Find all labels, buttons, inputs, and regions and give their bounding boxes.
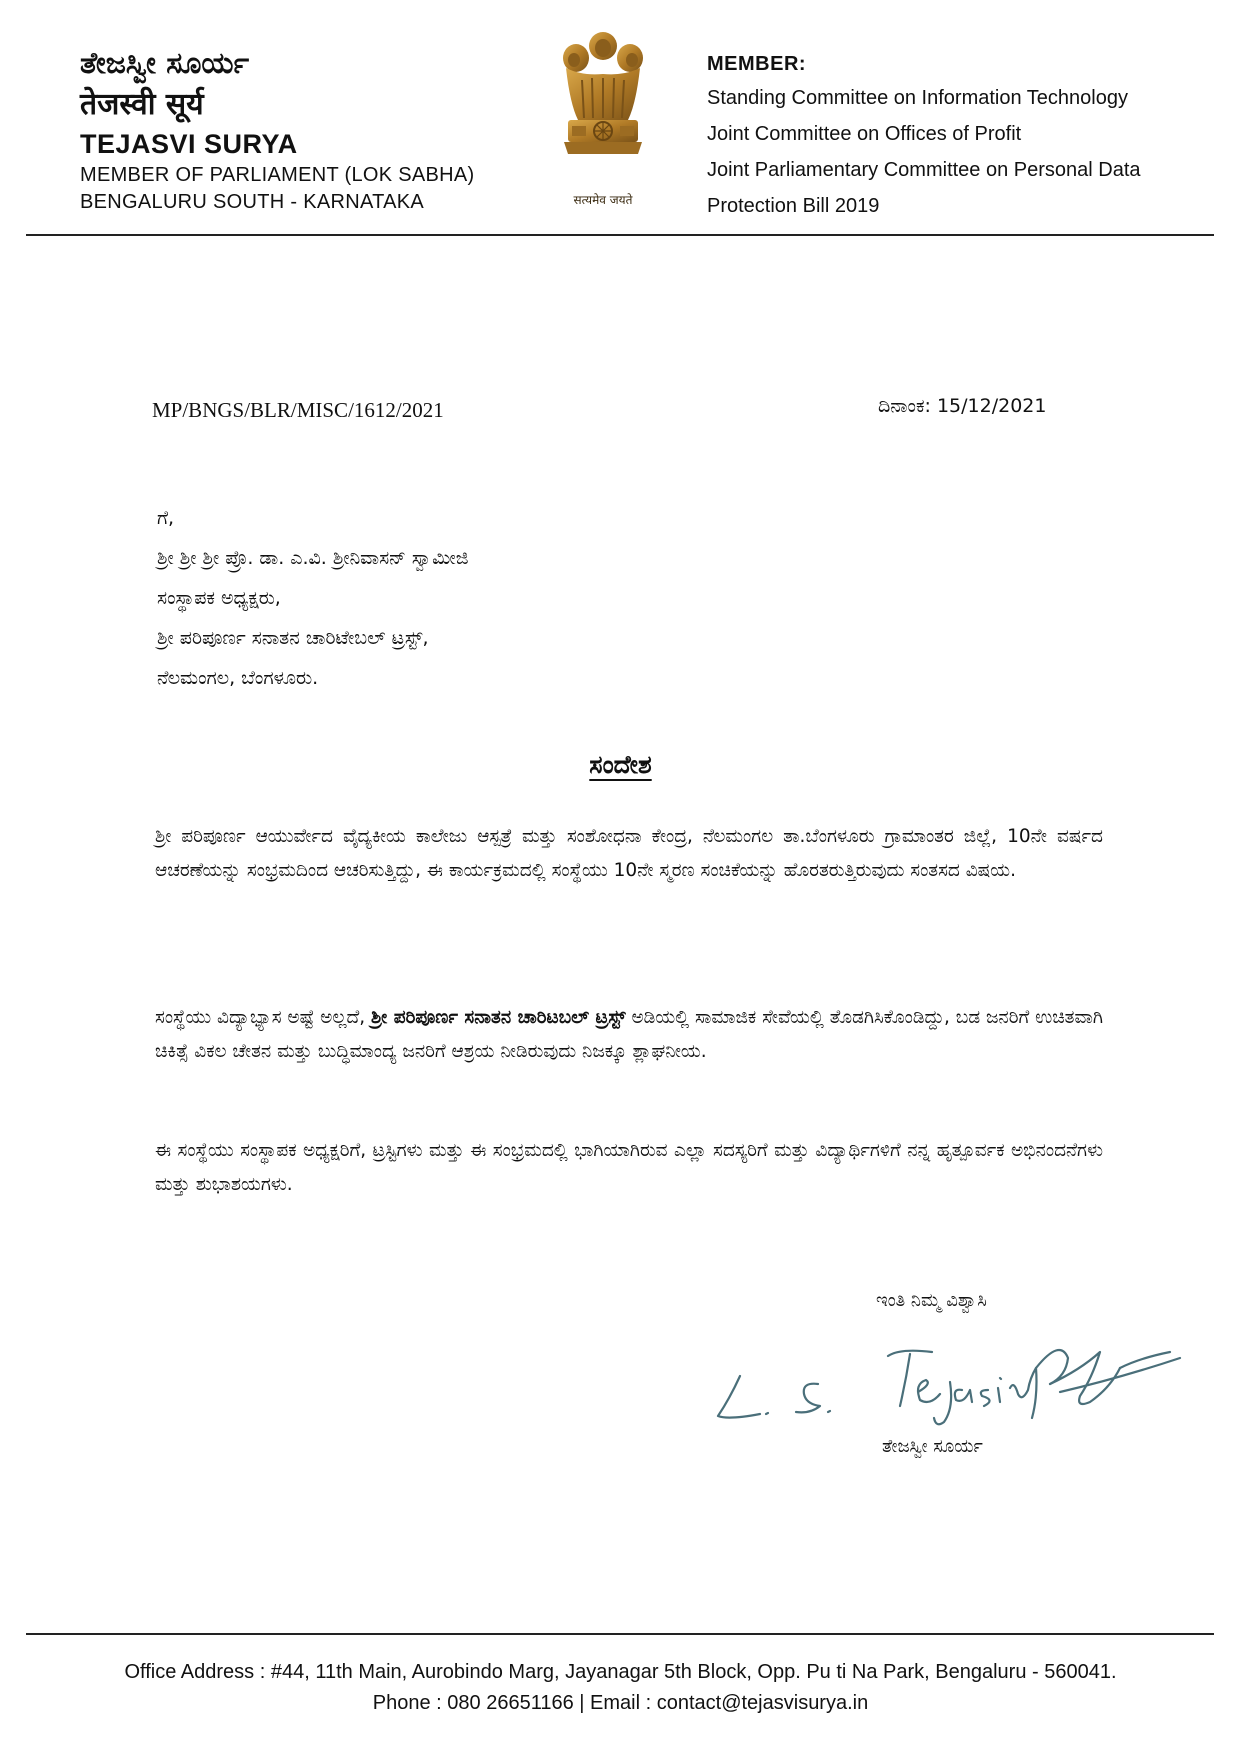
lion-capital-icon — [548, 24, 658, 189]
date-line — [878, 395, 1046, 417]
recipient-line: ಸಂಸ್ಥಾಪಕ ಅಧ್ಯಕ್ಷರು, — [157, 587, 281, 609]
committee-block — [707, 48, 1207, 224]
name-kannada: ತೇಜಸ್ವೀ ಸೂರ್ಯ — [80, 46, 250, 81]
recipient-line: ಶ್ರೀ ಪರಿಪೂರ್ಣ ಸನಾತನ ಚಾರಿಟೇಬಲ್ ಟ್ರಸ್ಟ್, — [157, 627, 429, 649]
member-label: MEMBER: — [707, 53, 807, 75]
separator: | — [573, 1692, 591, 1714]
constituency: BENGALURU SOUTH - KARNATAKA — [80, 191, 425, 213]
email-value: contact@tejasvisurya.in — [651, 1692, 869, 1714]
paragraph2-start: ಸಂಸ್ಥೆಯು ವಿದ್ಯಾಭ್ಯಾಸ ಅಷ್ಟೆ ಅಲ್ಲದೆ, — [155, 1007, 371, 1028]
paragraph2-end: ಅಡಿಯಲ್ಲಿ ಸಾಮಾಜಿಕ ಸೇವೆಯಲ್ಲಿ ತೊಡಗಿಸಿಕೊಂಡಿದ್ದು, ಬಡ ಜನರಿಗೆ ಉಚಿತವಾಗಿ ಚಿಕಿತ್ಸೆ ವಿಕಲ ಚೇತನ ಮತ್ತು ಬುದ್ಧಿಮಾಂದ್ಯ ಜನರಿಗೆ ಆಶ್ರಯ ನೀಡಿರುವುದು ನಿಜಕ್ಕೂ ಶ್ಲಾಘನೀಯ. — [155, 1007, 1103, 1062]
footer — [0, 1657, 1241, 1719]
closing-line: ಇಂತಿ ನಿಮ್ಮ ವಿಶ್ವಾಸಿ — [876, 1290, 987, 1311]
recipient-line: ಶ್ರೀ ಶ್ರೀ ಶ್ರೀ ಪ್ರೊ. ಡಾ. ಎ.ವಿ. ಶ್ರೀನಿವಾಸನ್ ಸ್ವಾಮೀಜಿ — [157, 547, 469, 569]
signer-name: ತೇಜಸ್ವೀ ಸೂರ್ಯ — [882, 1436, 983, 1457]
name-english: TEJASVI SURYA — [80, 129, 298, 159]
national-emblem — [548, 24, 658, 210]
recipient-line: ನೆಲಮಂಗಲ, ಬೆಂಗಳೂರು. — [157, 667, 319, 689]
handwritten-signature — [700, 1318, 1200, 1438]
trust-name-bold: ಶ್ರೀ ಪರಿಪೂರ್ಣ ಸನಾತನ ಚಾರಿಟಬಲ್ ಟ್ರಸ್ಟ್ — [370, 1007, 626, 1028]
body-paragraph-2 — [155, 1001, 1103, 1069]
committee-item: Joint Committee on Offices of Profit — [707, 123, 1022, 145]
date-label: ದಿನಾಂಕ: — [878, 395, 931, 417]
phone-label: Phone : — [372, 1692, 442, 1714]
date-value: 15/12/2021 — [936, 395, 1047, 417]
contact-line — [0, 1688, 1241, 1719]
phone-value: 080 26651166 — [441, 1692, 574, 1714]
recipient-block — [157, 498, 857, 698]
footer-divider — [26, 1633, 1214, 1635]
address-label: Office Address : — [124, 1661, 266, 1683]
office-address — [0, 1657, 1241, 1688]
subject-heading — [0, 750, 1241, 780]
sender-block — [80, 44, 500, 216]
designation: MEMBER OF PARLIAMENT (LOK SABHA) — [80, 164, 475, 186]
name-hindi: तेजस्वी सूर्य — [80, 87, 204, 122]
address-value: #44, 11th Main, Aurobindo Marg, Jayanagar 5th Block, Opp. Pu ti Na Park, Bengaluru - 560041. — [265, 1661, 1117, 1683]
body-paragraph-1: ಶ್ರೀ ಪರಿಪೂರ್ಣ ಆಯುರ್ವೇದ ವೈದ್ಯಕೀಯ ಕಾಲೇಜು ಆಸ್ಪತ್ರೆ ಮತ್ತು ಸಂಶೋಧನಾ ಕೇಂದ್ರ, ನೆಲಮಂಗಲ ತಾ.ಬೆಂಗಳೂರು ಗ್ರಾಮಾಂತರ ಜಿಲ್ಲೆ, 10ನೇ ವರ್ಷದ ಆಚರಣೆಯನ್ನು ಸಂಭ್ರಮದಿಂದ ಆಚರಿಸುತ್ತಿದ್ದು, ಈ ಕಾರ್ಯಕ್ರಮದಲ್ಲಿ ಸಂಸ್ಥೆಯು 10ನೇ ಸ್ಮರಣ ಸಂಚಿಕೆಯನ್ನು ಹೊರತರುತ್ತಿರುವುದು ಸಂತಸದ ವಿಷಯ. — [155, 826, 1103, 881]
subject-text: ಸಂದೇಶ — [589, 750, 652, 779]
body-paragraph-3: ಈ ಸಂಸ್ಥೆಯು ಸಂಸ್ಥಾಪಕ ಅಧ್ಯಕ್ಷರಿಗೆ, ಟ್ರಸ್ಟಿಗಳು ಮತ್ತು ಈ ಸಂಭ್ರಮದಲ್ಲಿ ಭಾಗಿಯಾಗಿರುವ ಎಲ್ಲಾ ಸದಸ್ಯರಿಗೆ ಮತ್ತು ವಿದ್ಯಾರ್ಥಿಗಳಿಗೆ ನನ್ನ ಹೃತ್ಪೂರ್ವಕ ಅಭಿನಂದನೆಗಳು ಮತ್ತು ಶುಭಾಶಯಗಳು. — [155, 1140, 1103, 1195]
emblem-motto: सत्यमेव जयते — [573, 193, 633, 207]
committee-item: Joint Parliamentary Committee on Personal Data — [707, 159, 1141, 181]
reference-number: MP/BNGS/BLR/MISC/1612/2021 — [152, 398, 444, 422]
header-divider — [26, 234, 1214, 236]
email-label: Email : — [590, 1692, 652, 1714]
committee-item: Standing Committee on Information Technology — [707, 87, 1128, 109]
salutation: ಗೆ, — [157, 507, 175, 529]
committee-item: Protection Bill 2019 — [707, 195, 880, 217]
